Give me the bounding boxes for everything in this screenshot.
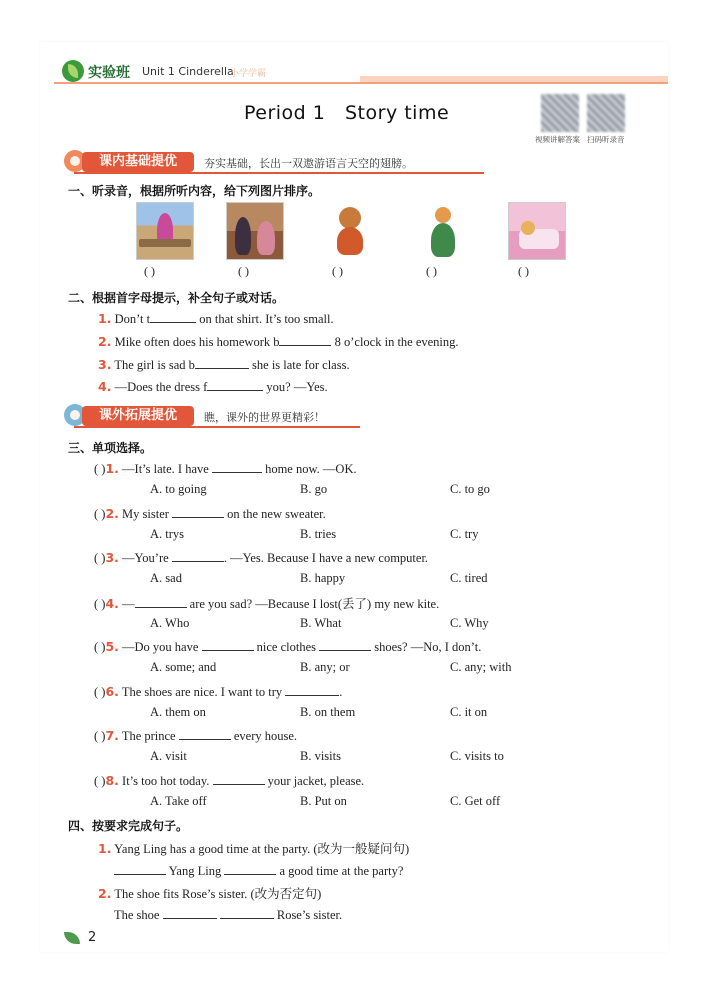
item-number: 8. xyxy=(105,773,119,788)
mc-question-7 xyxy=(94,727,614,769)
answer-blank xyxy=(135,595,187,608)
option-a: A. to going xyxy=(150,482,207,496)
item-number: 4. xyxy=(105,596,119,611)
answer-blank[interactable] xyxy=(114,862,166,875)
section-banner-extension xyxy=(64,406,364,428)
mc-question-8 xyxy=(94,772,614,814)
item-number: 2. xyxy=(98,334,112,349)
banner-slogan: 瞧，课外的世界更精彩！ xyxy=(204,411,325,424)
page-number: 2 xyxy=(88,930,97,945)
answer-blank xyxy=(172,549,224,562)
option-b: B. tries xyxy=(300,527,337,541)
item-number: 2. xyxy=(105,506,119,521)
answer-bracket[interactable]: ( ) xyxy=(94,685,106,699)
answer-blank[interactable] xyxy=(279,333,331,346)
option-c: C. Get off xyxy=(450,794,501,808)
item-prompt: The shoe fits Rose’s sister. (改为否定句) xyxy=(114,887,322,901)
banner-label: 课外拓展提优 xyxy=(82,406,194,426)
item-number: 6. xyxy=(105,684,119,699)
answer-bracket[interactable]: ( ) xyxy=(94,774,106,788)
option-a: A. some; and xyxy=(150,660,217,674)
answer-bracket[interactable]: ( ) xyxy=(94,640,106,654)
item-number: 3. xyxy=(98,357,112,372)
question-text: shoes? —No, I don’t. xyxy=(371,640,482,654)
story-picture-5 xyxy=(508,202,566,260)
option-a: A. them on xyxy=(150,705,206,719)
option-a: A. visit xyxy=(150,749,187,763)
answer-blank[interactable] xyxy=(207,378,263,391)
option-c: C. it on xyxy=(450,705,488,719)
question-text: . —Yes. Because I have a new computer. xyxy=(223,551,429,565)
question-text: your jacket, please. xyxy=(264,774,365,788)
page-title: Period 1 Story time xyxy=(244,102,450,124)
option-a: A. sad xyxy=(150,571,182,585)
answer-blank[interactable] xyxy=(220,906,274,919)
item-text-a: Don’t t xyxy=(114,312,151,326)
item-number: 5. xyxy=(105,639,119,654)
answer-bracket[interactable]: ( ) xyxy=(94,597,106,611)
option-b: B. visits xyxy=(300,749,341,763)
answer-blank xyxy=(202,638,254,651)
section-banner-basic xyxy=(64,152,484,174)
option-b: B. Put on xyxy=(300,794,347,808)
mc-question-1 xyxy=(94,460,614,502)
story-picture-3 xyxy=(322,202,380,260)
option-c: C. tired xyxy=(450,571,488,585)
option-c: C. visits to xyxy=(450,749,504,763)
option-c: C. try xyxy=(450,527,479,541)
item-text-b: 8 o’clock in the evening. xyxy=(331,335,459,349)
question-text: —Do you have xyxy=(122,640,202,654)
answer-blank xyxy=(212,460,262,473)
answer-blank xyxy=(319,638,371,651)
item-text-a: —Does the dress f xyxy=(114,380,208,394)
question-text: —You’re xyxy=(122,551,172,565)
answer-text: Rose’s sister. xyxy=(273,908,343,922)
answer-blank xyxy=(179,727,231,740)
option-b: B. on them xyxy=(300,705,356,719)
question-text: home now. —OK. xyxy=(261,462,357,476)
qr-code-answers-icon[interactable] xyxy=(541,94,579,132)
answer-blank xyxy=(213,772,265,785)
mc-question-5 xyxy=(94,638,614,680)
banner-underline xyxy=(74,172,484,174)
mc-question-6 xyxy=(94,683,614,725)
answer-bracket[interactable]: ( ) xyxy=(94,729,106,743)
header-rule xyxy=(54,82,668,84)
section1-heading: 一、听录音，根据所听内容，给下列图片排序。 xyxy=(68,184,321,198)
mc-question-2 xyxy=(94,505,614,547)
rewrite-answer-1 xyxy=(114,862,403,879)
question-text: are you sad? —Because I lost(丢了) my new kite. xyxy=(186,597,440,611)
picture-2-answer-bracket[interactable]: ( ) xyxy=(238,264,249,278)
rewrite-answer-2 xyxy=(114,906,342,923)
picture-5-answer-bracket[interactable]: ( ) xyxy=(518,264,529,278)
qr-caption-left: 视频讲解答案 xyxy=(535,135,580,144)
qr-code-audio-icon[interactable] xyxy=(587,94,625,132)
question-text: The shoes are nice. I want to try xyxy=(121,685,286,699)
answer-bracket[interactable]: ( ) xyxy=(94,551,106,565)
item-number: 1. xyxy=(98,841,112,856)
option-b: B. go xyxy=(300,482,328,496)
mc-question-3 xyxy=(94,549,614,591)
item-text-a: The girl is sad b xyxy=(114,358,195,372)
answer-blank[interactable] xyxy=(224,862,276,875)
item-text-b: you? —Yes. xyxy=(263,380,328,394)
mc-question-4 xyxy=(94,594,614,636)
option-c: C. Why xyxy=(450,616,489,630)
answer-text: a good time at the party? xyxy=(276,864,404,878)
option-c: C. to go xyxy=(450,482,490,496)
answer-bracket[interactable]: ( ) xyxy=(94,462,106,476)
item-text-b: she is late for class. xyxy=(248,358,350,372)
unit-title: Unit 1 Cinderella xyxy=(142,65,234,78)
question-text: The prince xyxy=(121,729,179,743)
rewrite-item-2 xyxy=(98,884,321,902)
fill-item-3 xyxy=(98,356,350,373)
banner-label: 课内基础提优 xyxy=(82,152,194,172)
picture-1-answer-bracket[interactable]: ( ) xyxy=(144,264,155,278)
question-text: every house. xyxy=(230,729,298,743)
option-b: B. happy xyxy=(300,571,346,585)
option-c: C. any; with xyxy=(450,660,512,674)
answer-text: The shoe xyxy=(114,908,163,922)
item-number: 3. xyxy=(105,550,119,565)
qr-codes xyxy=(535,94,629,142)
option-a: A. Take off xyxy=(150,794,207,808)
story-picture-4 xyxy=(414,202,472,260)
leaf-footer-icon xyxy=(64,932,80,944)
answer-blank[interactable] xyxy=(195,356,249,369)
item-number: 2. xyxy=(98,886,112,901)
answer-blank xyxy=(172,505,224,518)
answer-blank[interactable] xyxy=(150,310,196,323)
item-prompt: Yang Ling has a good time at the party. (改为一般疑问句) xyxy=(114,842,410,856)
option-a: A. Who xyxy=(150,616,190,630)
question-text: It’s too hot today. xyxy=(122,774,213,788)
answer-blank[interactable] xyxy=(163,906,217,919)
item-number: 7. xyxy=(105,728,119,743)
question-text: My sister xyxy=(122,507,173,521)
option-b: B. What xyxy=(300,616,342,630)
rewrite-item-1 xyxy=(98,839,409,857)
question-text: . xyxy=(339,685,343,699)
section2-heading: 二、根据首字母提示，补全句子或对话。 xyxy=(68,291,285,305)
question-text: nice clothes xyxy=(253,640,320,654)
option-a: A. trys xyxy=(150,527,185,541)
question-text: on the new sweater. xyxy=(224,507,326,521)
qr-caption-right: 扫码听录音 xyxy=(587,135,625,144)
section3-heading: 三、单项选择。 xyxy=(68,441,153,455)
question-text: —It’s late. I have xyxy=(122,462,212,476)
fill-item-1 xyxy=(98,310,334,327)
brand-name: 实验班 xyxy=(88,65,130,81)
fill-item-4 xyxy=(98,378,328,395)
story-picture-2 xyxy=(226,202,284,260)
question-text: — xyxy=(122,597,135,611)
answer-text: Yang Ling xyxy=(166,864,225,878)
item-number: 1. xyxy=(98,311,112,326)
banner-underline xyxy=(74,426,360,428)
leaf-logo-icon xyxy=(62,60,84,82)
picture-3-answer-bracket[interactable]: ( ) xyxy=(332,264,343,278)
item-text-a: Mike often does his homework b xyxy=(114,335,280,349)
answer-bracket[interactable]: ( ) xyxy=(94,507,106,521)
picture-4-answer-bracket[interactable]: ( ) xyxy=(426,264,437,278)
answer-blank xyxy=(285,683,339,696)
option-b: B. any; or xyxy=(300,660,350,674)
section4-heading: 四、按要求完成句子。 xyxy=(68,819,189,833)
story-picture-1 xyxy=(136,202,194,260)
fill-item-2 xyxy=(98,333,459,350)
item-number: 1. xyxy=(105,461,119,476)
item-number: 4. xyxy=(98,379,112,394)
banner-slogan: 夯实基础，长出一双遨游语言天空的翅膀。 xyxy=(204,157,413,170)
workbook-page xyxy=(40,42,668,952)
header-watermark: 小学学霸 xyxy=(230,69,267,79)
item-text-b: on that shirt. It’s too small. xyxy=(196,312,334,326)
